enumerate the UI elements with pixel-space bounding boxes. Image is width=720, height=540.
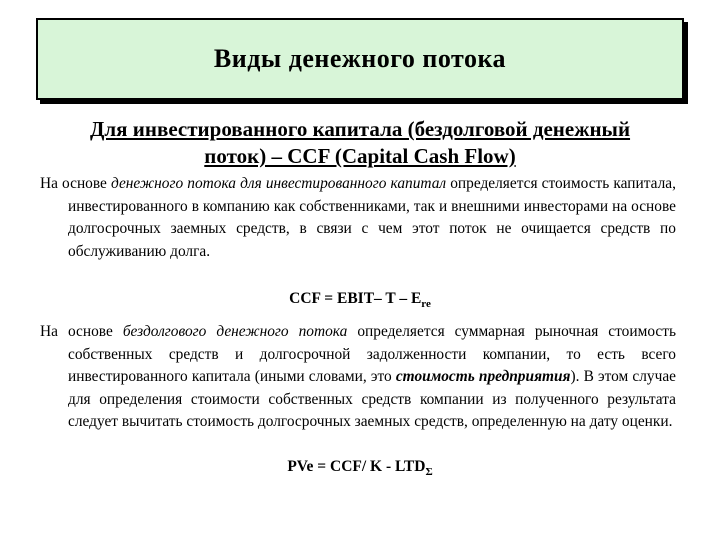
paragraph-debt-free-flow bbox=[40, 321, 676, 434]
formula-ccf bbox=[0, 290, 720, 310]
formula2-subscript: Σ bbox=[425, 466, 433, 479]
formula1-main: CCF = EBIT– T – E bbox=[289, 290, 422, 307]
paragraph2-emphasis: бездолгового денежного потока bbox=[122, 323, 348, 340]
paragraph-ccf-definition bbox=[40, 173, 676, 263]
section-heading bbox=[30, 116, 690, 170]
title-box bbox=[36, 18, 684, 100]
paragraph1-emphasis: денежного потока для инвестированного капитал bbox=[110, 175, 447, 192]
section-heading-line2: поток) – CCF (Capital Cash Flow) bbox=[204, 144, 516, 168]
paragraph2-bold-italic: стоимость предприятия bbox=[395, 368, 571, 385]
paragraph1-lead: На основе bbox=[40, 175, 111, 192]
formula-pve bbox=[0, 458, 720, 478]
paragraph2-lead: На основе bbox=[40, 323, 123, 340]
section-heading-line1: Для инвестированного капитала (бездолговой денежный bbox=[89, 117, 631, 141]
paragraph2-middle: определяется суммарная рыночная стоимость собственных средств и долгосрочной задолженности компании, то есть всего инвестированного капитала (иными словами, это bbox=[68, 323, 676, 385]
paragraph1-rest: определяется стоимость капитала, инвестированного в компанию как собственниками, так и внешними инвесторами на основе долгосрочных заемных средств, в связи с чем этот поток не очищается средств по обслуживанию долга. bbox=[68, 175, 676, 260]
formula1-subscript: re bbox=[421, 298, 431, 311]
paragraph2-rest: ). В этом случае для определения стоимости собственных средств компании из полученного результата следует вычитать стоимость долгосрочных заемных средств, определенную на дату оценки. bbox=[68, 368, 676, 430]
formula2-main: PVe = CCF/ K - LTD bbox=[287, 458, 426, 475]
slide-title: Виды денежного потока bbox=[213, 44, 507, 73]
